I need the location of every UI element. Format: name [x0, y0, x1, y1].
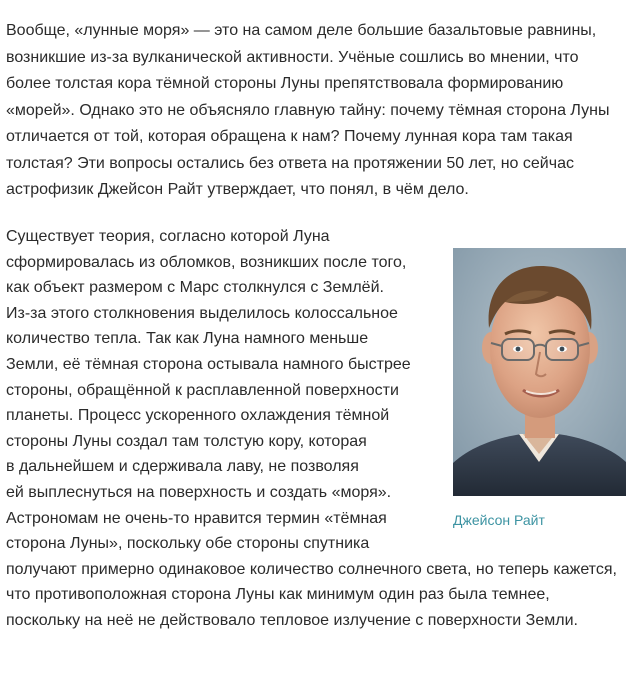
paragraph-tail: получают примерно одинаковое количество солнечного света, но теперь кажется, что противоположная сторона Луны как минимум один раз была темнее, поскольку на неё не действовало тепловое излучение с поверхности Земли.: [6, 560, 617, 629]
article: [6, 18, 626, 629]
text-line: Земли, её тёмная сторона остывала намного быстрее: [6, 355, 411, 373]
author-figure: [453, 248, 626, 529]
portrait-image: [453, 248, 626, 496]
text-line: ей выплеснуться на поверхность и создать «моря».: [6, 483, 392, 501]
text-line: Из-за этого столкновения выделилось колоссальное: [6, 304, 398, 322]
text-line: стороны Луны создал там толстую кору, которая: [6, 432, 367, 450]
paragraph-intro: Вообще, «лунные моря» — это на самом деле большие базальтовые равнины, возникшие из-за вулканической активности. Учёные сошлись во мнении, что более толстая кора тёмной стороны Луны препятствовала формированию «морей». Однако это не объясняло главную тайну: почему тёмная сторона Луны отличается от той, которая обращена к нам? Почему лунная кора там такая толстая? Эти вопросы остались без ответа на протяжении 50 лет, но сейчас астрофизик Джейсон Райт утверждает, что понял, в чём дело.: [6, 22, 610, 198]
text-line: Существует теория, согласно которой Луна: [6, 228, 330, 245]
text-line: сформировалась из обломков, возникших после того,: [6, 253, 407, 271]
text-line: Астрономам не очень-то нравится термин «тёмная: [6, 509, 387, 527]
text-line: количество тепла. Так как Луна намного меньше: [6, 330, 369, 348]
text-line: планеты. Процесс ускоренного охлаждения тёмной: [6, 407, 390, 425]
photo-caption: Джейсон Райт: [453, 512, 545, 528]
text-line: в дальнейшем и сдерживала лаву, не позволяя: [6, 458, 359, 476]
text-line: как объект размером с Марс столкнулся с Землёй.: [6, 279, 384, 297]
text-line: стороны, обращённой к расплавленной поверхности: [6, 381, 399, 399]
text-line: сторона Луны», поскольку обе стороны спутника: [6, 535, 370, 553]
portrait-photo: [453, 248, 626, 496]
